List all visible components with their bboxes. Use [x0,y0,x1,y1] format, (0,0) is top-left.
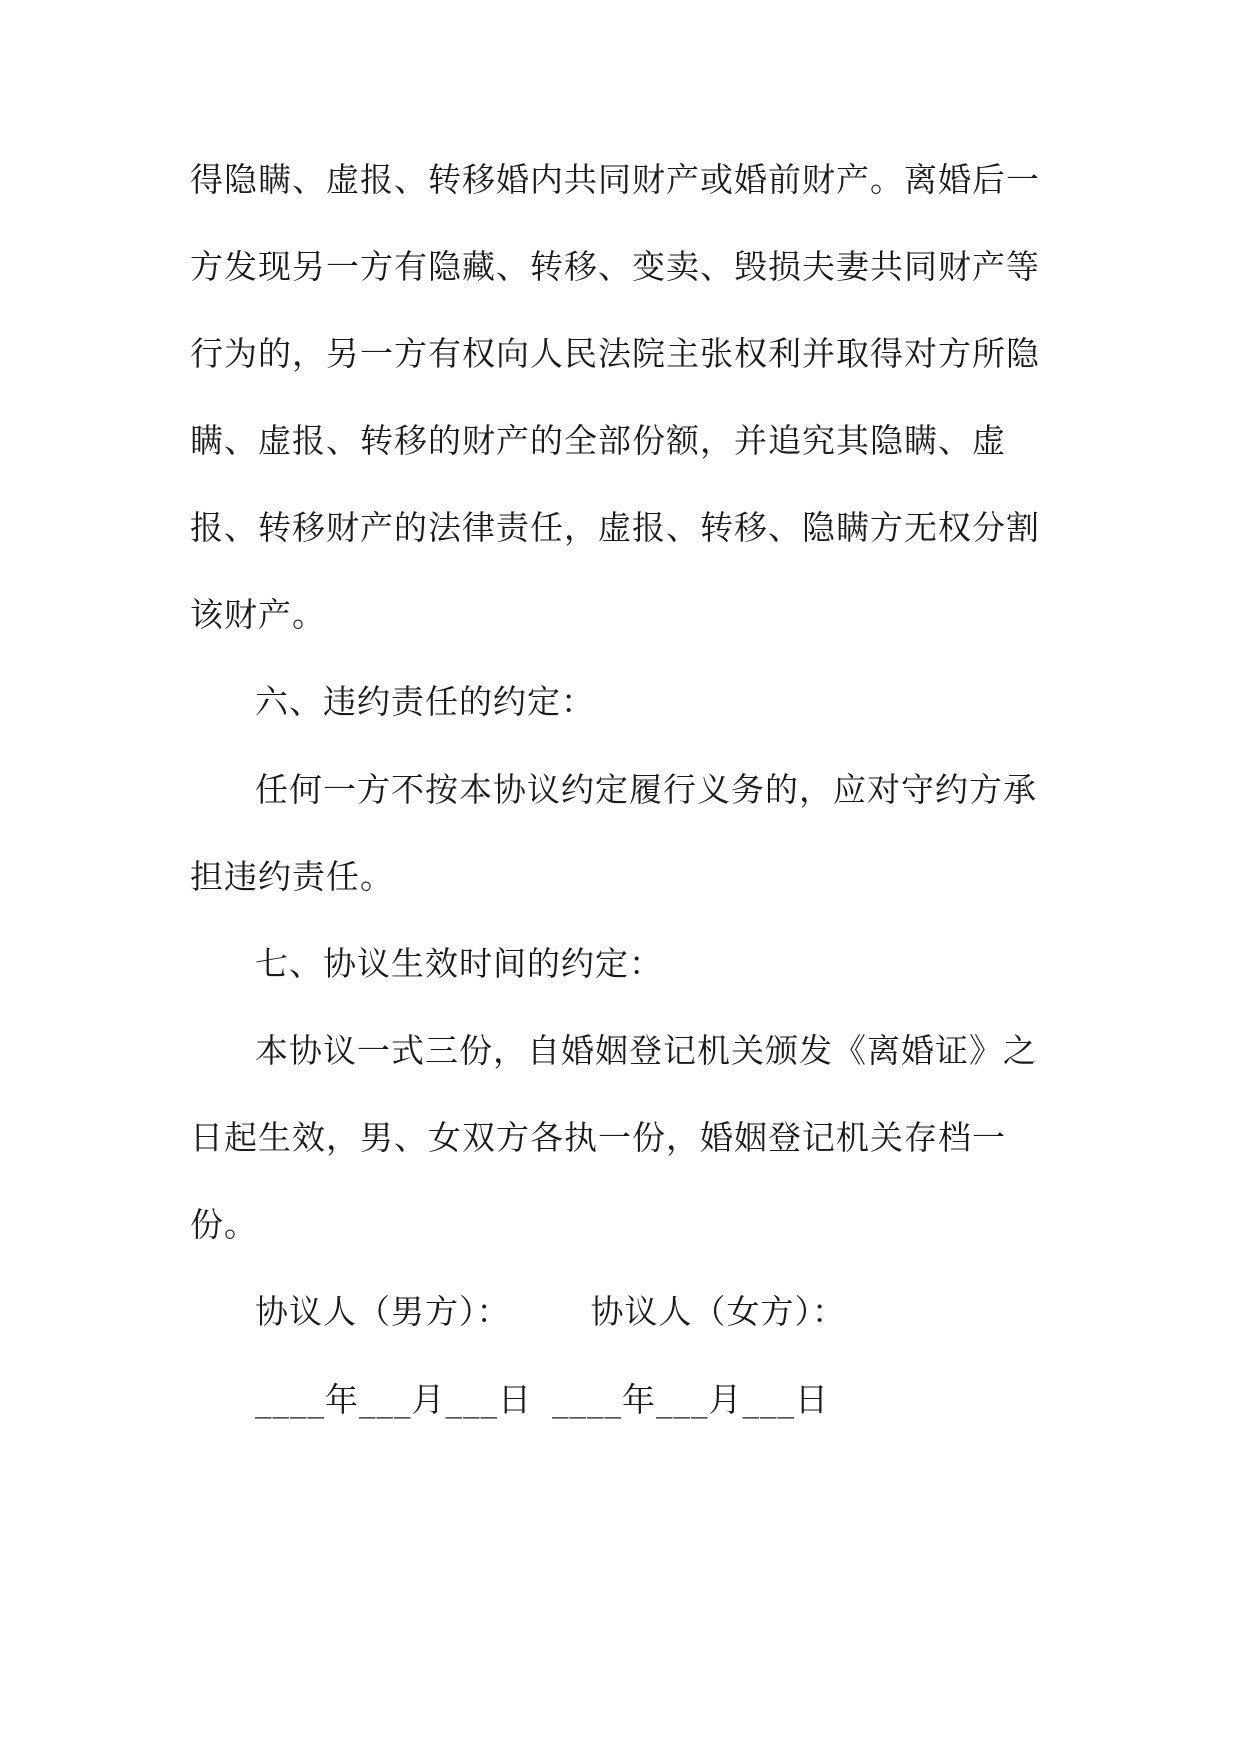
signature-labels [255,1292,1125,1332]
signature-date-female: ____年___月___日 [552,1380,829,1419]
body-text-line: 日起生效，男、女双方各执一份，婚姻登记机关存档一 [190,1118,1006,1157]
section-heading: 七、协议生效时间的约定： [255,944,663,983]
signature-dates [255,1380,1125,1420]
section-heading: 六、违约责任的约定： [255,682,595,721]
signature-label-female: 协议人（女方）： [590,1292,846,1331]
body-text-line: 瞒、虚报、转移的财产的全部份额，并追究其隐瞒、虚 [190,421,1006,460]
signature-label-male: 协议人（男方）： [255,1292,511,1331]
body-text-line: 该财产。 [190,595,326,634]
body-text-line: 报、转移财产的法律责任，虚报、转移、隐瞒方无权分割 [190,508,1040,547]
body-text-line: 方发现另一方有隐藏、转移、变卖、毁损夫妻共同财产等 [190,247,1040,286]
body-text-line: 本协议一式三份，自婚姻登记机关颁发《离婚证》之 [255,1031,1037,1070]
body-text-line: 份。 [190,1205,258,1244]
body-text-line: 行为的，另一方有权向人民法院主张权利并取得对方所隐 [190,334,1040,373]
body-text-line: 担违约责任。 [190,857,394,896]
body-text-line: 任何一方不按本协议约定履行义务的，应对守约方承 [255,770,1037,809]
signature-date-male: ____年___月___日 [255,1380,532,1419]
body-text-line: 得隐瞒、虚报、转移婚内共同财产或婚前财产。离婚后一 [190,160,1040,199]
